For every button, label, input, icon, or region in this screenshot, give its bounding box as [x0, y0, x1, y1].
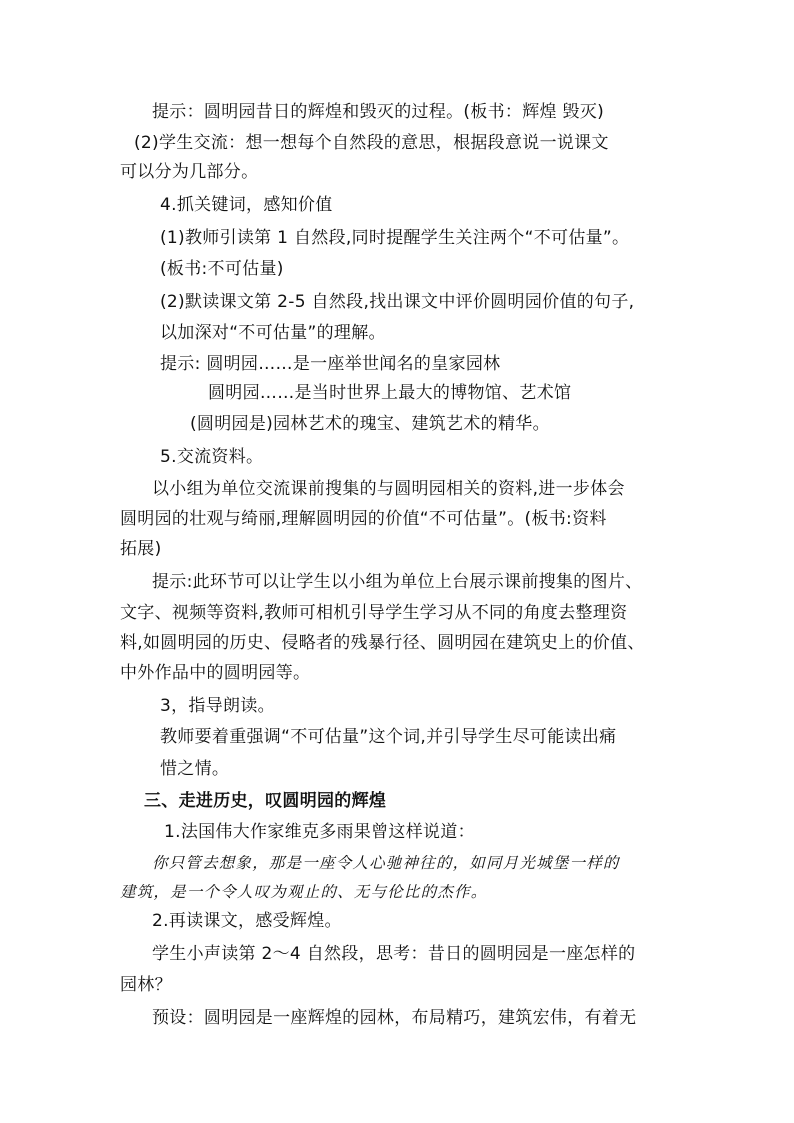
step-4-heading: 4.抓关键词，感知价值: [160, 195, 333, 215]
hint-royal-garden: 提示: 圆明园……是一座举世闻名的皇家园林: [160, 354, 501, 374]
board-note-priceless: (板书:不可估量): [160, 259, 284, 279]
section-3-heading: 三、走进历史，叹圆明园的辉煌: [144, 791, 387, 811]
hint-museum: 圆明园……是当时世界上最大的博物馆、艺术馆: [208, 383, 572, 403]
hint-materials-line-1: 提示:此环节可以让学生以小组为单位上台展示课前搜集的图片、: [152, 572, 643, 592]
step-4-item-2-line-2: 以加深对“不可估量”的理解。: [160, 323, 386, 343]
hugo-quote-intro: 1.法国伟大作家维克多雨果曾这样说道：: [164, 822, 475, 842]
step-5-line-3: 拓展): [120, 539, 162, 559]
hint-materials-line-4: 中外作品中的圆明园等。: [120, 663, 311, 683]
reading-guide-line-1: 教师要着重强调“不可估量”这个词,并引导学生尽可能读出痛: [160, 727, 617, 747]
hint-glory-destruction: 提示：圆明园昔日的辉煌和毁灭的过程。(板书：辉煌 毁灭): [152, 102, 605, 122]
step-4-item-1: (1)教师引读第 1 自然段,同时提醒学生关注两个“不可估量”。: [160, 228, 630, 248]
reread-task-line-2: 园林？: [120, 975, 172, 995]
student-exchange-line-2: 可以分为几部分。: [120, 162, 259, 182]
step-5-heading: 5.交流资料。: [160, 447, 264, 467]
hint-materials-line-3: 料,如圆明园的历史、侵略者的残暴行径、圆明园在建筑史上的价值、: [120, 633, 645, 653]
reread-task-line-1: 学生小声读第 2～4 自然段，思考：昔日的圆明园是一座怎样的: [152, 944, 636, 964]
hugo-quote-line-2: 建筑，是一个令人叹为观止的、无与伦比的杰作。: [120, 883, 488, 901]
hint-materials-line-2: 文字、视频等资料,教师可相机引导学生学习从不同的角度去整理资: [120, 603, 628, 623]
step-5-line-1: 以小组为单位交流课前搜集的与圆明园相关的资料,进一步体会: [152, 479, 625, 499]
step-5-line-2: 圆明园的壮观与绮丽,理解圆明园的价值“不可估量”。(板书:资料: [120, 509, 607, 529]
step-3-heading: 3，指导朗读。: [160, 696, 275, 716]
reading-guide-line-2: 惜之情。: [160, 759, 230, 779]
preset-answer: 预设：圆明园是一座辉煌的园林，布局精巧，建筑宏伟，有着无: [152, 1008, 637, 1028]
student-exchange-line-1: (2)学生交流：想一想每个自然段的意思，根据段意说一说课文: [134, 133, 609, 153]
step-4-item-2-line-1: (2)默读课文第 2-5 自然段,找出课文中评价圆明园价值的句子,: [160, 292, 635, 312]
hint-garden-art: (圆明园是)园林艺术的瑰宝、建筑艺术的精华。: [190, 414, 550, 434]
reread-heading: 2.再读课文，感受辉煌。: [152, 911, 342, 931]
hugo-quote-line-1: 你只管去想象，那是一座令人心驰神往的，如同月光城堡一样的: [152, 854, 620, 872]
